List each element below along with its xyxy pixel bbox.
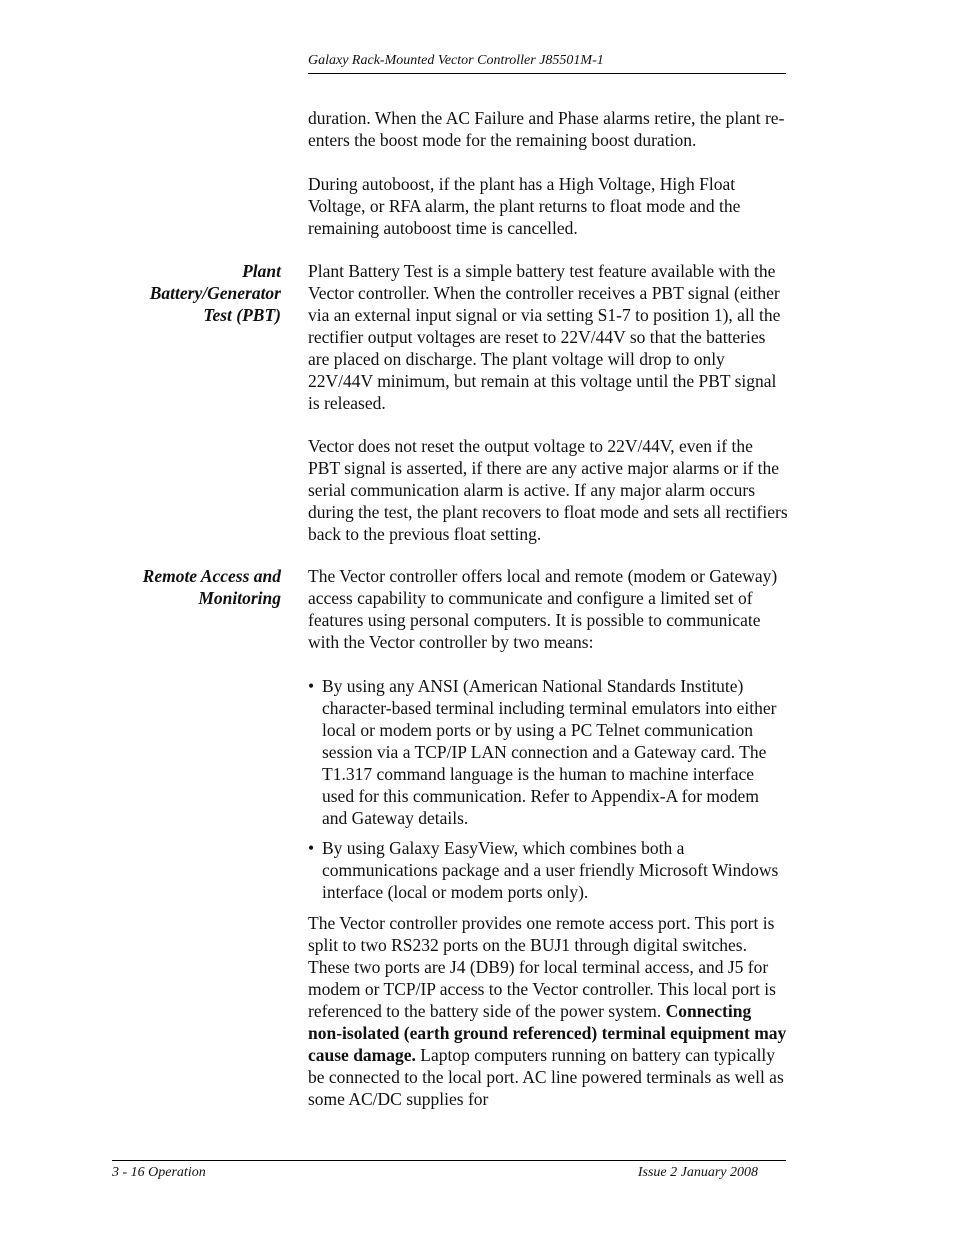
sidehead-line: Plant	[242, 261, 281, 281]
sidehead-line: Battery/Generator	[149, 283, 281, 303]
sidehead-line: Monitoring	[198, 588, 281, 608]
footer-issue-date: Issue 2 January 2008	[637, 1165, 758, 1180]
paragraph-text: Plant Battery Test is a simple battery test feature available with the Vector controller. When the controller receives a PBT signal (either via an external input signal or via setting S1-7 to position 1), all the rectifier output voltages are reset to 22V/44V so that the batteries are placed on discharge. The plant voltage will drop to only 22V/44V minimum, but remain at this voltage until the PBT signal is released.	[308, 261, 781, 413]
footer-page-number: 3 - 16 Operation	[112, 1165, 206, 1180]
paragraph-text-start: The Vector controller provides one remote access port. This port is split to two RS232 ports on the BUJ1 through digital switches. These two ports are J4 (DB9) for local terminal access, and J5 for modem or TCP/IP access to the Vector controller. This local port is referenced to the battery side of the power system.	[308, 913, 776, 1021]
paragraph-remote-port	[308, 912, 788, 1110]
paragraph-boost-duration	[308, 107, 788, 151]
paragraph-text: Vector does not reset the output voltage to 22V/44V, even if the PBT signal is asserted, if there are any active major alarms or if the serial communication alarm is active. If any major alarm occurs during the test, the plant recovers to float mode and sets all rectifiers back to the previous float setting.	[308, 436, 788, 544]
page-footer	[112, 1160, 786, 1180]
bullet-text: By using Galaxy EasyView, which combines both a communications package and a user friendly Microsoft Windows interface (local or modem ports only).	[322, 838, 779, 902]
bullet-symbol: •	[308, 676, 315, 696]
paragraph-autoboost	[308, 173, 788, 239]
bullet-symbol: •	[308, 838, 315, 858]
paragraph-remote-intro	[308, 565, 788, 653]
paragraph-text	[308, 912, 788, 1110]
paragraph-text: duration. When the AC Failure and Phase alarms retire, the plant re-enters the boost mode for the remaining boost duration.	[308, 108, 785, 150]
paragraph-text: The Vector controller offers local and remote (modem or Gateway) access capability to communicate and configure a limited set of features using personal computers. It is possible to communicate with the Vector controller by two means:	[308, 566, 778, 652]
header-title: Galaxy Rack-Mounted Vector Controller J85501M-1	[308, 53, 604, 68]
bullet-text: By using any ANSI (American National Standards Institute) character-based terminal including terminal emulators into either local or modem ports or by using a PC Telnet communication session via a TCP/IP LAN connection and a Gateway card. The T1.317 command language is the human to machine interface used for this communication. Refer to Appendix-A for modem and Gateway details.	[322, 676, 777, 828]
sidehead-remote-access	[81, 565, 281, 609]
paragraph-text: During autoboost, if the plant has a High Voltage, High Float Voltage, or RFA alarm, the plant returns to float mode and the remaining autoboost time is cancelled.	[308, 174, 741, 238]
paragraph-pbt-intro	[308, 260, 788, 414]
bullet-item-ansi	[308, 675, 788, 829]
bullet-item-easyview	[308, 837, 788, 903]
paragraph-text-end: Laptop computers running on battery can typically be connected to the local port. AC line powered terminals as well as some AC/DC supplies for	[308, 1045, 784, 1109]
sidehead-pbt	[81, 260, 281, 326]
paragraph-pbt-conditions	[308, 435, 788, 545]
sidehead-line: Test (PBT)	[203, 305, 281, 325]
running-header	[308, 50, 786, 74]
warning-text: Connecting non-isolated (earth ground referenced) terminal equipment may cause damage.	[308, 1001, 787, 1065]
sidehead-line: Remote Access and	[142, 566, 281, 586]
